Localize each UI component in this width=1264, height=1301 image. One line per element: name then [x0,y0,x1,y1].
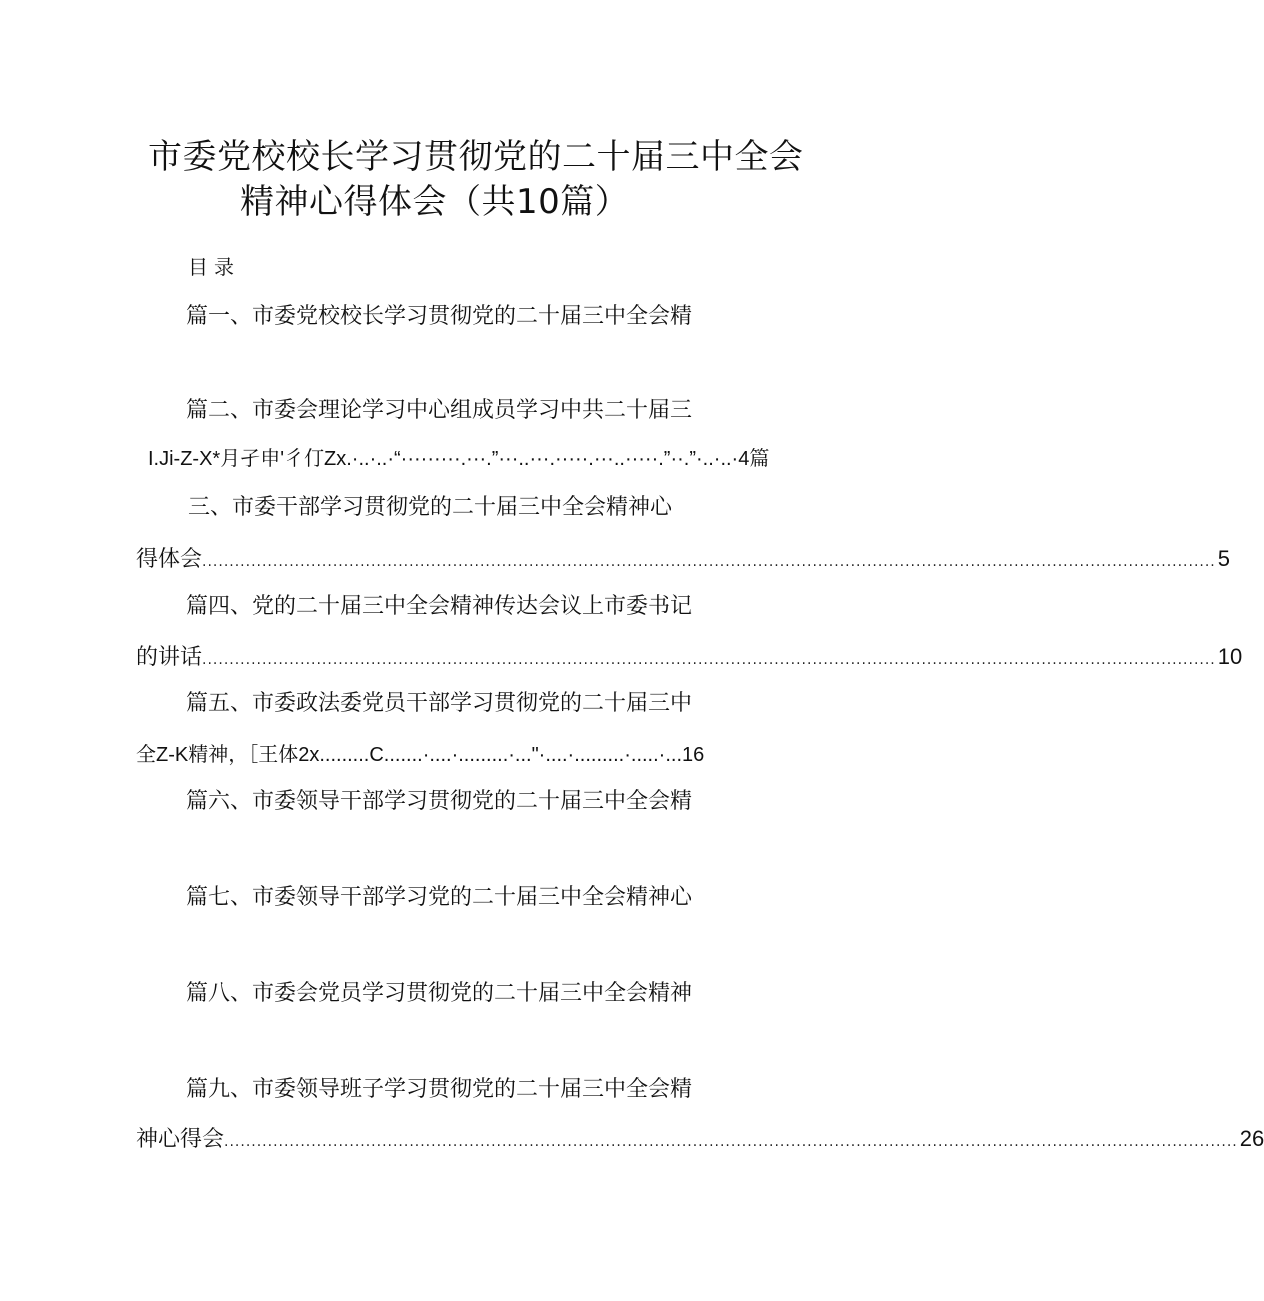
toc-entry-2[interactable]: 篇二、市委会理论学习中心组成员学习中共二十届三 [186,398,693,423]
toc-entry-3-continuation[interactable] [136,544,1231,577]
toc-entry-4-continuation[interactable] [136,642,1243,675]
toc-entry-5[interactable]: 篇五、市委政法委党员干部学习贯彻党的二十届三中 [186,691,693,716]
toc-entry-9[interactable]: 篇九、市委领导班子学习贯彻党的二十届三中全会精 [186,1077,693,1102]
document-title-line-2: 精神心得体会（共10篇） [240,182,630,222]
toc-entry-4[interactable]: 篇四、党的二十届三中全会精神传达会议上市委书记 [186,594,693,619]
toc-entry-3-page: 5 [1217,546,1231,571]
toc-entry-3[interactable]: 三、市委干部学习贯彻党的二十届三中全会精神心 [188,495,673,520]
toc-entry-2-continuation: I.Ji-Z-X*月孑申'彳仃Zx.·..·..·“·········.···.”···..···.·····.···..·····.”··.”·..·..·4篇 [148,448,770,470]
toc-entry-8[interactable]: 篇八、市委会党员学习贯彻党的二十届三中全会精神 [186,981,693,1006]
toc-leader-dots: .......................................................................................................................................................................................... [202,554,1216,570]
toc-entry-5-continuation: 全Z-K精神，［王体2x.........C.......·....·.........·..."·....·.........·.....·...16 [136,744,705,766]
toc-entry-4-tail: 的讲话 [136,645,203,670]
toc-heading: 目录 [188,255,240,279]
toc-leader-dots: .......................................................................................................................................................................................... [224,1134,1238,1150]
toc-leader-dots: .......................................................................................................................................................................................... [202,652,1216,668]
toc-entry-6[interactable]: 篇六、市委领导干部学习贯彻党的二十届三中全会精 [186,789,693,814]
toc-entry-3-tail: 得体会 [136,547,203,572]
toc-entry-9-continuation[interactable] [136,1124,1264,1157]
toc-entry-1[interactable]: 篇一、市委党校校长学习贯彻党的二十届三中全会精 [186,304,693,329]
toc-entry-9-tail: 神心得会 [136,1127,225,1152]
document-title-line-1: 市委党校校长学习贯彻党的二十届三中全会 [148,137,804,177]
toc-entry-4-page: 10 [1217,644,1243,669]
toc-entry-9-page: 26 [1239,1126,1264,1151]
toc-entry-7[interactable]: 篇七、市委领导干部学习党的二十届三中全会精神心 [186,885,693,910]
